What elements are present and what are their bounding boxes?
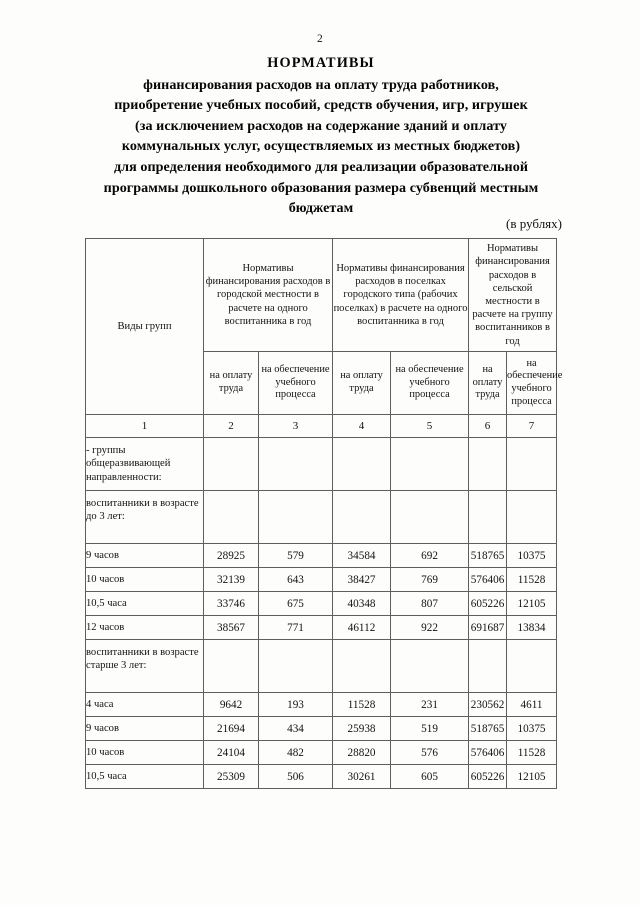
row-cell: 12105 — [507, 592, 557, 616]
table-body — [86, 438, 557, 789]
row-cell: 518765 — [469, 717, 507, 741]
subheader-rural-salary: на оплату труда — [469, 352, 507, 415]
row-cell: 434 — [259, 717, 333, 741]
row-cell: 576406 — [469, 741, 507, 765]
row-cell: 4611 — [507, 693, 557, 717]
row-cell: 21694 — [204, 717, 259, 741]
row-label: 10 часов — [86, 568, 204, 592]
row-cell: 40348 — [333, 592, 391, 616]
row-cell — [391, 438, 469, 491]
row-cell: 193 — [259, 693, 333, 717]
row-cell — [469, 491, 507, 544]
heading-line-2: приобретение учебных пособий, средств обучения, игр, игрушек — [114, 97, 528, 114]
row-cell: 10375 — [507, 544, 557, 568]
table-row — [86, 544, 557, 568]
table-column-numbers-row — [86, 415, 557, 438]
header-kinds-of-groups: Виды групп — [86, 239, 204, 415]
row-cell — [333, 438, 391, 491]
row-label: 12 часов — [86, 616, 204, 640]
row-cell — [259, 640, 333, 693]
row-cell: 769 — [391, 568, 469, 592]
row-cell — [507, 438, 557, 491]
heading-line-1: финансирования расходов на оплату труда работников, — [143, 76, 499, 93]
row-cell: 518765 — [469, 544, 507, 568]
row-cell — [204, 491, 259, 544]
row-cell: 675 — [259, 592, 333, 616]
page-number: 2 — [316, 33, 324, 45]
row-cell: 13834 — [507, 616, 557, 640]
row-cell: 25938 — [333, 717, 391, 741]
row-cell: 25309 — [204, 765, 259, 789]
header-urban-norms: Нормативы финансирования расходов в городской местности в расчете на одного воспитанника в год — [204, 239, 333, 352]
row-label: воспитанники в возрасте до 3 лет: — [86, 491, 204, 544]
table-row — [86, 693, 557, 717]
table-row — [86, 438, 557, 491]
heading-title: НОРМАТИВЫ — [267, 55, 375, 71]
column-number-7: 7 — [507, 415, 557, 438]
row-cell: 230562 — [469, 693, 507, 717]
row-cell: 38567 — [204, 616, 259, 640]
row-cell: 9642 — [204, 693, 259, 717]
row-cell: 692 — [391, 544, 469, 568]
row-cell: 11528 — [333, 693, 391, 717]
row-cell: 691687 — [469, 616, 507, 640]
column-number-1: 1 — [86, 415, 204, 438]
row-cell — [507, 640, 557, 693]
row-cell: 231 — [391, 693, 469, 717]
row-cell: 28820 — [333, 741, 391, 765]
subheader-urban-salary: на оплату труда — [204, 352, 259, 415]
row-cell: 506 — [259, 765, 333, 789]
row-cell: 12105 — [507, 765, 557, 789]
row-cell — [507, 491, 557, 544]
subheader-township-salary: на оплату труда — [333, 352, 391, 415]
row-cell: 24104 — [204, 741, 259, 765]
row-cell — [259, 491, 333, 544]
row-cell: 771 — [259, 616, 333, 640]
row-cell: 34584 — [333, 544, 391, 568]
row-label: воспитанники в возрасте старше 3 лет: — [86, 640, 204, 693]
table-row — [86, 491, 557, 544]
row-cell: 11528 — [507, 568, 557, 592]
row-label: 10,5 часа — [86, 765, 204, 789]
heading-line-7: бюджетам — [288, 200, 354, 217]
document-heading — [86, 53, 556, 219]
row-cell — [204, 438, 259, 491]
row-label: 9 часов — [86, 717, 204, 741]
row-cell: 807 — [391, 592, 469, 616]
row-cell: 576 — [391, 741, 469, 765]
row-cell: 11528 — [507, 741, 557, 765]
row-cell — [469, 640, 507, 693]
row-label: 10,5 часа — [86, 592, 204, 616]
row-cell: 579 — [259, 544, 333, 568]
column-number-4: 4 — [333, 415, 391, 438]
table-row — [86, 640, 557, 693]
header-township-norms: Нормативы финансирования расходов в поселках городского типа (рабочих поселках) в расчете на одного воспитанника в год — [333, 239, 469, 352]
row-cell: 30261 — [333, 765, 391, 789]
row-cell: 10375 — [507, 717, 557, 741]
row-cell — [204, 640, 259, 693]
column-number-6: 6 — [469, 415, 507, 438]
row-cell: 32139 — [204, 568, 259, 592]
row-cell — [259, 438, 333, 491]
heading-line-6: программы дошкольного образования размера субвенций местным — [103, 179, 539, 196]
row-cell — [333, 491, 391, 544]
row-cell: 33746 — [204, 592, 259, 616]
row-label: - группы общеразвивающей направленности: — [86, 438, 204, 491]
table-row — [86, 765, 557, 789]
row-cell: 605226 — [469, 592, 507, 616]
column-number-3: 3 — [259, 415, 333, 438]
table-row — [86, 616, 557, 640]
row-cell: 28925 — [204, 544, 259, 568]
row-label: 9 часов — [86, 544, 204, 568]
table-row — [86, 568, 557, 592]
column-number-2: 2 — [204, 415, 259, 438]
heading-line-5: для определения необходимого для реализации образовательной — [113, 158, 528, 175]
header-rural-norms: Нормативы финансирования расходов в сельской местности в расчете на группу воспитанников в год — [469, 239, 557, 352]
subheader-township-process: на обеспечение учебного процесса — [391, 352, 469, 415]
table-header-groups-row — [86, 239, 557, 352]
heading-line-4: коммунальных услуг, осуществляемых из местных бюджетов) — [121, 138, 521, 155]
row-cell: 482 — [259, 741, 333, 765]
row-cell — [391, 491, 469, 544]
row-cell — [469, 438, 507, 491]
column-number-5: 5 — [391, 415, 469, 438]
row-cell: 38427 — [333, 568, 391, 592]
heading-line-3: (за исключением расходов на содержание зданий и оплату — [135, 117, 507, 134]
table-head — [86, 239, 563, 438]
currency-note: (в рублях) — [506, 216, 562, 231]
subheader-rural-process: на обеспечение учебного процесса — [507, 352, 557, 415]
row-cell: 922 — [391, 616, 469, 640]
row-cell: 46112 — [333, 616, 391, 640]
table-row — [86, 741, 557, 765]
row-cell: 605226 — [469, 765, 507, 789]
row-label: 4 часа — [86, 693, 204, 717]
subheader-urban-process: на обеспечение учебного процесса — [259, 352, 333, 415]
table-row — [86, 717, 557, 741]
row-cell — [391, 640, 469, 693]
row-cell — [333, 640, 391, 693]
row-cell: 605 — [391, 765, 469, 789]
table-row — [86, 592, 557, 616]
row-cell: 643 — [259, 568, 333, 592]
norms-table — [85, 238, 563, 789]
row-cell: 519 — [391, 717, 469, 741]
row-cell: 576406 — [469, 568, 507, 592]
row-label: 10 часов — [86, 741, 204, 765]
